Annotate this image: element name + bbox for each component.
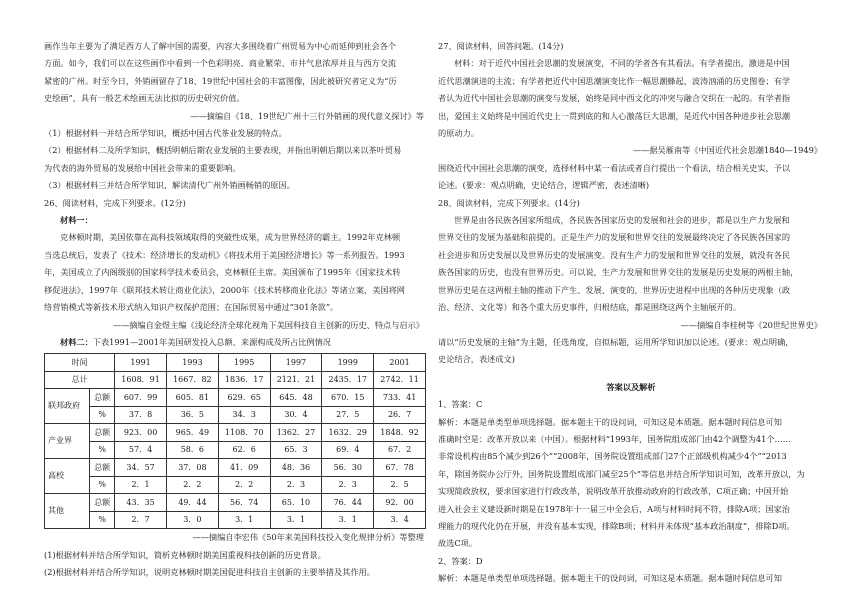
table-header-cell: 1997 (270, 354, 322, 372)
table-header-cell: 1991 (115, 354, 167, 372)
answer-1-explanation: 非常设机构由85个减少到26个”“2008年，国务院设置组成部门27个正部级机构减少4个”“2013 (438, 451, 787, 462)
table-row (45, 476, 426, 494)
table-cell: 733．41 (374, 389, 426, 407)
table-cell: 57．4 (115, 441, 167, 459)
source-citation: ——据吴雁南等《中国近代社会思潮1840—1949》 (632, 145, 822, 156)
table-header-row (45, 354, 426, 372)
question-26-item-1: (1)根据材料并结合所学知识，简析克林顿时期美国重视科技创新的历史背景。 (44, 549, 326, 560)
material-28-text: 治、经济、文化等）和各个重大历史事件，归根结底，都是围绕这两个主轴展开的。 (438, 302, 741, 313)
material-28-text: 世界交往的发展为基础和前提的。正是生产力的发展和世界交往的发展最终决定了各民族各国家的 (438, 232, 791, 243)
table-group-label: 联邦政府 (45, 389, 90, 424)
table-group-label: 其他 (45, 494, 90, 529)
question-25-item-2: （2）根据材料二及所学知识，概括明朝后期农业发展的主要表现，并指出明朝后期以来以茶叶贸易 (44, 145, 402, 156)
question-27-heading: 27、阅读材料，回答问题。(14分) (438, 41, 564, 51)
table-row (45, 459, 426, 477)
source-citation: ——摘编自李宏伟《50年来美国科技投入变化规律分析》等整理 (192, 532, 424, 543)
answer-1-explanation: 年，除国务院办公厅外，国务院设置组成部门减至25个”等信息并结合所学知识可知，改革开放以，为 (438, 468, 805, 479)
table-header-cell: 1999 (322, 354, 374, 372)
table-cell: 2435．17 (322, 371, 374, 389)
answer-2-heading: 2、答案：D (438, 555, 483, 566)
question-26-heading: 26、阅读材料，完成下列要求。(12分) (44, 197, 186, 208)
right-column (438, 38, 824, 588)
table-header-cell: 时间 (45, 354, 115, 372)
material-27-text: 者认为近代中国社会思潮的演变与发展，始终是同中西文化的冲突与融合交织在一起的。有学者指 (438, 93, 791, 104)
table-cell: % (90, 511, 115, 529)
table-cell: 总额 (90, 494, 115, 512)
material-27-text: 材料：对于近代中国社会思潮的发展演变，不同的学者各有其看法。有学者提出，激进是中国 (454, 58, 790, 69)
answer-2-explanation: 解析：本题是单类型单项选择题。据本题主干的设问词，可知这是本质题。据本题时间信息可知 (438, 573, 782, 584)
table-cell: 1836．17 (218, 371, 270, 389)
table-cell: 34．57 (115, 459, 167, 477)
source-citation: ——摘编自李桂树等《20世纪世界史》 (680, 319, 822, 330)
table-header-cell: 1995 (218, 354, 270, 372)
table-cell: 65．10 (270, 494, 322, 512)
answer-1-explanation: 故选C项。 (438, 538, 478, 549)
table-cell: 1608．91 (115, 371, 167, 389)
table-cell: 1667．82 (166, 371, 218, 389)
table-group-label: 产业界 (45, 424, 90, 459)
table-cell: 645．48 (270, 389, 322, 407)
table-row (45, 494, 426, 512)
question-28-requirement: 请以“历史发展的主轴”为主题，任选角度，自拟标题，运用所学知识加以论述。(要求：观点明确， (438, 336, 794, 347)
left-column (44, 38, 426, 582)
table-header-cell: 2001 (374, 354, 426, 372)
table-cell: 69．4 (322, 441, 374, 459)
table-cell: % (90, 441, 115, 459)
table-cell: 总额 (90, 424, 115, 442)
table-cell: 2．5 (374, 476, 426, 494)
table-cell: 41．09 (218, 459, 270, 477)
answer-1-explanation: 解析：本题是单类型单项选择题。据本题主干的设问词，可知这是本质题。据本题时间信息可知 (438, 416, 782, 427)
question-25-item-1: （1）根据材料一并结合所学知识，概括中国古代茶业发展的特点。 (44, 128, 287, 139)
table-cell: 1108．70 (218, 424, 270, 442)
table-row (45, 371, 426, 389)
table-cell: 923．00 (115, 424, 167, 442)
table-cell: 3．1 (322, 511, 374, 529)
table-row (45, 406, 426, 424)
table-cell: 605．81 (166, 389, 218, 407)
material-27-text: 出，爱国主义始终是中国近代史上一贯到底的和人心激荡巨大思潮，是近代中国各种进步社会思潮 (438, 110, 791, 121)
table-cell: 27．5 (322, 406, 374, 424)
material-one-label: 材料一： (60, 215, 93, 226)
table-cell: % (90, 406, 115, 424)
question-26-item-2: (2)根据材料并结合所学知识，说明克林顿时期美国促进科技自主创新的主要举措及其作用。 (44, 567, 375, 578)
table-cell: 1848．92 (374, 424, 426, 442)
table-cell: 2742．11 (374, 371, 426, 389)
table-cell: 3．0 (166, 511, 218, 529)
table-cell: 67．2 (374, 441, 426, 459)
table-cell: 3．4 (374, 511, 426, 529)
material-27-text: 近代思潮演进的主流；有学者把近代中国思潮演变比作一幅思潮蜂起、波涛汹涌的历史图卷；有学 (438, 75, 791, 86)
question-28-requirement: 史论结合，表述成文) (438, 354, 515, 365)
table-cell: 56．30 (322, 459, 374, 477)
material-28-text: 社会进步和历史发展以及世界历史的发展演变。没有生产力的发展和世界交往的发展，就没有各民 (438, 249, 791, 260)
table-cell: 67．78 (374, 459, 426, 477)
table-row (45, 424, 426, 442)
material-one-text: 移促进法》，1997年《联邦技术转让商业化法》，2000年《技术转移商业化法》等诸立案，美国将网 (44, 284, 405, 295)
table-row (45, 441, 426, 459)
table-cell: 2．2 (218, 476, 270, 494)
answer-1-heading: 1、答案：C (438, 399, 483, 410)
material-two-text: 下表1991—2001年美国研发投入总额、来源构成及所占比例情况 (92, 336, 331, 347)
table-cell: 2．3 (322, 476, 374, 494)
material-one-text: 络营销模式等新技术形式纳入知识产权保护范围；在国际贸易中通过“301条款”。 (44, 302, 339, 313)
table-cell: 3．1 (218, 511, 270, 529)
answer-1-explanation: 进入社会主义建设新时期是在1978年十一届三中全会后，A项与材料时间不符，排除A项；国家治 (438, 503, 790, 514)
table-cell: 670．15 (322, 389, 374, 407)
table-cell: 2．2 (166, 476, 218, 494)
material-three-text: 画作当年主要为了满足西方人了解中国的需要，内容大多围绕着广州贸易为中心而延伸到社会各个 (44, 41, 397, 51)
table-cell: 37．8 (115, 406, 167, 424)
table-row (45, 511, 426, 529)
table-cell: 37．08 (166, 459, 218, 477)
table-cell: 58．6 (166, 441, 218, 459)
table-cell: 65．3 (270, 441, 322, 459)
rd-funding-table (44, 353, 426, 529)
table-cell: 1362．27 (270, 424, 322, 442)
table-cell: 56．74 (218, 494, 270, 512)
table-cell: 62．6 (218, 441, 270, 459)
material-one-text: 当选总统后，发表了《技术：经济增长的发动机》《将技术用于美国经济增长》等一系列报告。1993 (44, 249, 405, 260)
table-cell: 总额 (90, 459, 115, 477)
table-cell: 43．35 (115, 494, 167, 512)
material-two-label: 材料二： (60, 336, 93, 347)
material-28-text: 族各国家的历史，也没有世界历史。可以说，生产力发展和世界交往的发展是历史发展的两根主轴， (438, 267, 799, 278)
table-cell: 36．5 (166, 406, 218, 424)
question-25-item-2-cont: 为代表的海外贸易的发展给中国社会带来的重要影响。 (44, 162, 241, 173)
material-27-text: 的原动力。 (438, 128, 479, 139)
material-three-text: 方面。如今，我们可以在这些画作中看到一个色彩明亮、商业繁荣、市井气息浓厚并且与西方交流 (44, 58, 397, 69)
question-27-requirement: 论述。(要求：观点明确，史论结合，逻辑严密，表述清晰) (438, 180, 650, 191)
material-28-text: 世界是由各民族各国家所组成，各民族各国家历史的发展和社会的进步，都是以生产力发展和 (454, 215, 790, 226)
question-27-requirement: 围绕近代中国社会思潮的演变，选择材料中某一看法或者自行提出一个看法，结合相关史实，予以 (438, 162, 791, 173)
table-cell: 3．1 (270, 511, 322, 529)
source-citation: ——摘编自《18、19世纪广州十三行外销画的现代意义探讨》等 (190, 110, 424, 121)
table-cell: 1632．29 (322, 424, 374, 442)
table-cell: 34．3 (218, 406, 270, 424)
table-cell: 965．49 (166, 424, 218, 442)
table-cell: 26．7 (374, 406, 426, 424)
table-group-label: 高校 (45, 459, 90, 494)
table-cell: 2121．21 (270, 371, 322, 389)
material-28-text: 世界历史是在这两根主轴的推动下产生、发展、演变的，世界历史进程中出现的各种历史现象（政 (438, 284, 791, 295)
table-cell: 607．99 (115, 389, 167, 407)
table-cell: 总计 (45, 371, 115, 389)
table-cell: 2．1 (115, 476, 167, 494)
source-citation: ——摘编自金煜主编《浅论经济全球化视角下美国科技自主创新的历史、特点与启示》 (112, 319, 424, 330)
material-two-caption (44, 334, 426, 351)
table-cell: 2．3 (270, 476, 322, 494)
table-cell: 30．4 (270, 406, 322, 424)
table-cell: 49．44 (166, 494, 218, 512)
material-three-text: 史绘画”，具有一般艺术绘画无法比拟的历史研究价值。 (44, 93, 245, 104)
material-one-text: 克林顿时期，美国依靠在高科技领域取得的突破性成果，成为世界经济的霸主。1992年克林顿 (60, 232, 401, 243)
answer-1-explanation: 理能力的现代化仍在开展，并没有基本实现，排除B项；材料并未体现“基本政治制度”，排除D项。 (438, 520, 795, 531)
material-three-text: 紧密的广州。时至今日，外销画留存了18、19世纪中国社会的丰富图像，因此被研究者定义为“历 (44, 75, 397, 86)
table-cell: 76．44 (322, 494, 374, 512)
table-cell: 2．7 (115, 511, 167, 529)
table-cell: % (90, 476, 115, 494)
question-25-item-3: （3）根据材料三并结合所学知识，解读清代广州外销画畅销的原因。 (44, 180, 295, 191)
table-cell: 629．65 (218, 389, 270, 407)
table-row (45, 389, 426, 407)
table-header-cell: 1993 (166, 354, 218, 372)
answer-1-explanation: 实现简政放权，要求国家进行行政改革，说明改革开放推动政府的行政改革，C项正确；中国开始 (438, 486, 789, 497)
answer-1-explanation: 准确时空是：改革开放以来（中国）。根据材料“1993年，国务院组成部门由42个调整为41个…… (438, 433, 791, 444)
answers-title: 答案以及解析 (606, 381, 656, 392)
question-28-heading: 28、阅读材料，完成下列要求。(14分) (438, 197, 580, 208)
table-cell: 48．36 (270, 459, 322, 477)
material-one-text: 年，美国成立了内阁级别的国家科学技术委员会，克林顿任主席。美国颁布了1995年《国家技术转 (44, 267, 401, 278)
table-cell: 92．00 (374, 494, 426, 512)
table-cell: 总额 (90, 389, 115, 407)
